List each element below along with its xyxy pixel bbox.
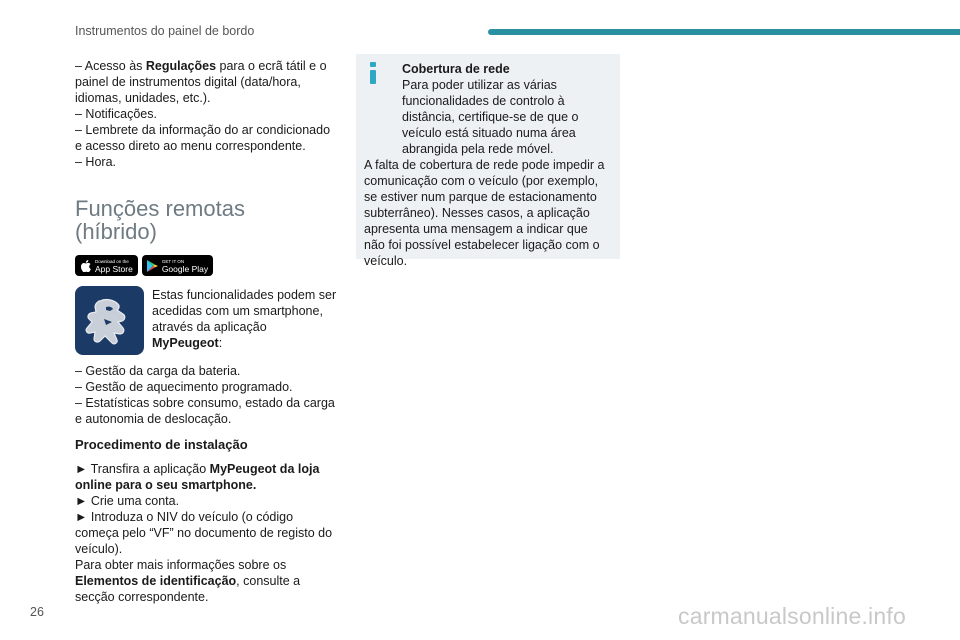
watermark: carmanualsonline.info [678,603,906,629]
app-name: MyPeugeot [152,336,219,350]
install-step: ► Introduza o NIV do veículo (o código começa pelo “VF” no documento de registo do veículo). [75,510,333,556]
install-more-text: Para obter mais informações sobre os [75,558,287,572]
google-play-badge[interactable] [142,255,213,276]
google-play-icon [147,260,159,272]
list-item-bold: Regulações [145,59,217,73]
app-description [152,286,337,355]
info-paragraph-text: Para poder utilizar as várias funcionalidades de controlo à distância, certifique-se de que o veículo está situado numa área abrangida pela rede móvel. [402,78,579,156]
list-item: – Gestão de aquecimento programado. [75,380,293,394]
install-step-text: ► Transfira a aplicação [75,462,210,476]
install-title: Procedimento de instalação [75,437,248,452]
section-title-line: Funções remotas [75,196,245,221]
install-step-bold: MyPeugeot da loja online para o seu smartphone. [75,462,320,492]
info-paragraph [364,77,610,157]
install-steps [75,461,337,605]
list-item: – Lembrete da informação do ar condicionado e acesso direto ao menu correspondente. [75,123,331,153]
header-title: Instrumentos do painel de bordo [75,24,255,38]
section-title [75,197,337,243]
install-more-info [75,557,337,605]
list-item-text: – Acesso às [75,59,146,73]
install-step: ► Crie uma conta. [75,494,180,508]
app-row [75,286,337,355]
list-item [75,58,337,106]
list-item: – Gestão da carga da bateria. [75,364,241,378]
install-step [75,461,337,493]
info-icon [370,62,376,84]
store-badges [75,255,337,276]
info-title: Cobertura de rede [402,62,510,76]
store-badge-small-text: Download on the [95,258,129,264]
list-item-text: para o ecrã tátil e o painel de instrumentos digital (data/hora, idiomas, unidades, etc.). [75,59,327,105]
peugeot-lion-icon [75,286,144,355]
list-item: – Estatísticas sobre consumo, estado da carga e autonomia de deslocação. [75,396,335,426]
app-description-suffix: : [218,336,223,350]
left-column [75,58,337,605]
install-more-suffix: , consulte a secção correspondente. [75,574,301,604]
install-more-bold: Elementos de identificação [75,574,237,588]
app-description-text: Estas funcionalidades podem ser acedidas com um smartphone, através da aplicação [152,288,337,334]
app-store-badge[interactable] [75,255,138,276]
store-badge-small-text: GET IT ON [161,258,185,264]
section-title-line: (híbrido) [75,219,157,244]
functions-list [75,363,337,427]
header-accent-bar [488,29,960,35]
list-item: – Hora. [75,155,116,169]
list-item: – Notificações. [75,107,157,121]
info-box [356,54,620,268]
store-badge-label: Google Play [161,263,209,274]
store-badge-label: App Store [95,263,133,274]
page-number: 26 [30,605,44,619]
intro-list [75,58,337,170]
info-paragraph-2: A falta de cobertura de rede pode impedir a comunicação com o veículo (por exemplo, se estiver num parque de estacionamento subterrâneo). Nesses casos, a aplicação apresenta uma mensagem a indicar que não foi possível estabelecer ligação com o veículo. [364,158,605,268]
apple-icon [80,260,92,272]
